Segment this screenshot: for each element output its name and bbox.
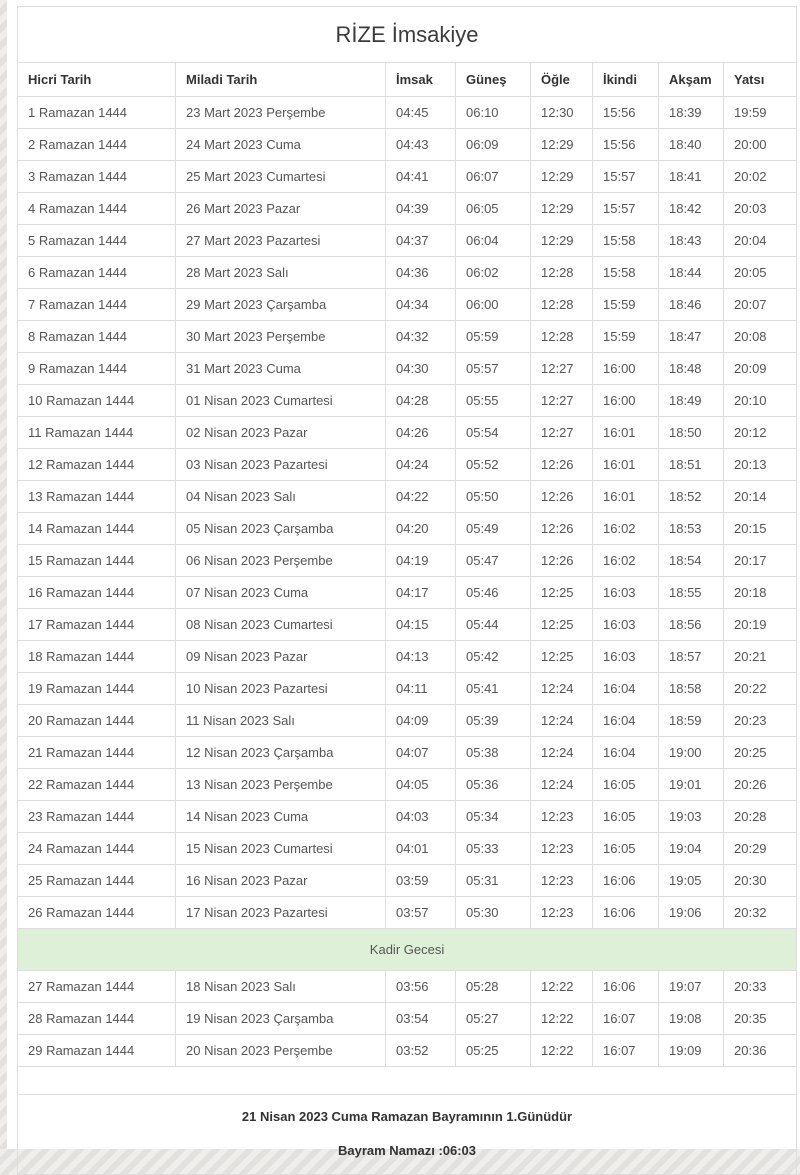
table-cell: 25 Mart 2023 Cumartesi xyxy=(176,161,386,193)
table-cell: 12:27 xyxy=(531,353,593,385)
table-footer-row xyxy=(18,1095,797,1175)
table-cell: 16:05 xyxy=(593,801,659,833)
table-cell: 12:29 xyxy=(531,161,593,193)
table-cell: 20:08 xyxy=(724,321,797,353)
table-cell: 20:35 xyxy=(724,1003,797,1035)
table-cell: 05:36 xyxy=(456,769,531,801)
kadir-gecesi-row xyxy=(18,929,797,971)
table-cell: 16 Nisan 2023 Pazar xyxy=(176,865,386,897)
table-cell: 12:28 xyxy=(531,289,593,321)
content-panel xyxy=(7,0,800,1158)
kadir-gecesi-label: Kadir Gecesi xyxy=(18,929,797,971)
table-cell: 5 Ramazan 1444 xyxy=(18,225,176,257)
table-cell: 18:42 xyxy=(659,193,724,225)
table-cell: 19:06 xyxy=(659,897,724,929)
table-cell: 16:04 xyxy=(593,737,659,769)
table-cell: 15:57 xyxy=(593,193,659,225)
table-cell: 24 Mart 2023 Cuma xyxy=(176,129,386,161)
table-row xyxy=(18,545,797,577)
table-cell: 20:36 xyxy=(724,1035,797,1067)
table-cell: 12:26 xyxy=(531,449,593,481)
table-cell: 2 Ramazan 1444 xyxy=(18,129,176,161)
table-cell: 12:25 xyxy=(531,641,593,673)
table-cell: 20:32 xyxy=(724,897,797,929)
table-cell: 18:48 xyxy=(659,353,724,385)
table-cell: 06:04 xyxy=(456,225,531,257)
table-cell: 05:44 xyxy=(456,609,531,641)
table-cell: 04:17 xyxy=(386,577,456,609)
table-cell: 19:00 xyxy=(659,737,724,769)
table-cell: 06:00 xyxy=(456,289,531,321)
table-row xyxy=(18,641,797,673)
table-cell: 05:46 xyxy=(456,577,531,609)
table-cell: 30 Mart 2023 Perşembe xyxy=(176,321,386,353)
table-row xyxy=(18,289,797,321)
table-cell: 20 Ramazan 1444 xyxy=(18,705,176,737)
table-cell: 16:03 xyxy=(593,577,659,609)
table-cell: 24 Ramazan 1444 xyxy=(18,833,176,865)
table-cell: 1 Ramazan 1444 xyxy=(18,97,176,129)
table-cell: 7 Ramazan 1444 xyxy=(18,289,176,321)
table-cell: 05:28 xyxy=(456,971,531,1003)
table-cell: 17 Nisan 2023 Pazartesi xyxy=(176,897,386,929)
table-cell: 11 Ramazan 1444 xyxy=(18,417,176,449)
table-cell: 20:19 xyxy=(724,609,797,641)
column-header-0: Hicri Tarih xyxy=(18,63,176,97)
table-cell: 18:58 xyxy=(659,673,724,705)
table-cell: 20:12 xyxy=(724,417,797,449)
table-row xyxy=(18,481,797,513)
table-cell: 04:05 xyxy=(386,769,456,801)
table-cell: 04:41 xyxy=(386,161,456,193)
table-cell: 15:57 xyxy=(593,161,659,193)
table-cell: 27 Ramazan 1444 xyxy=(18,971,176,1003)
table-cell: 20:18 xyxy=(724,577,797,609)
table-cell: 16:05 xyxy=(593,833,659,865)
table-row xyxy=(18,833,797,865)
table-cell: 19:04 xyxy=(659,833,724,865)
table-cell: 12:30 xyxy=(531,97,593,129)
table-row xyxy=(18,417,797,449)
table-cell: 05 Nisan 2023 Çarşamba xyxy=(176,513,386,545)
table-row xyxy=(18,385,797,417)
bayram-day-note: 21 Nisan 2023 Cuma Ramazan Bayramının 1.Günüdür xyxy=(241,1109,573,1124)
table-cell: 18:50 xyxy=(659,417,724,449)
table-cell: 05:55 xyxy=(456,385,531,417)
table-cell: 04:43 xyxy=(386,129,456,161)
table-cell: 04:24 xyxy=(386,449,456,481)
table-cell: 05:34 xyxy=(456,801,531,833)
table-cell: 04:39 xyxy=(386,193,456,225)
table-cell: 16:06 xyxy=(593,971,659,1003)
table-cell: 12:26 xyxy=(531,481,593,513)
table-cell: 12:24 xyxy=(531,769,593,801)
table-row xyxy=(18,577,797,609)
footer-cell xyxy=(18,1095,797,1175)
table-cell: 12:29 xyxy=(531,129,593,161)
table-cell: 12:26 xyxy=(531,513,593,545)
table-cell: 10 Nisan 2023 Pazartesi xyxy=(176,673,386,705)
table-row xyxy=(18,449,797,481)
table-row xyxy=(18,161,797,193)
table-cell: 04:45 xyxy=(386,97,456,129)
table-cell: 16:00 xyxy=(593,385,659,417)
table-cell: 18:44 xyxy=(659,257,724,289)
table-cell: 12:23 xyxy=(531,801,593,833)
table-cell: 16:00 xyxy=(593,353,659,385)
table-cell: 19:59 xyxy=(724,97,797,129)
table-row xyxy=(18,353,797,385)
table-cell: 05:57 xyxy=(456,353,531,385)
table-cell: 04:37 xyxy=(386,225,456,257)
table-cell: 18:52 xyxy=(659,481,724,513)
table-cell: 20:10 xyxy=(724,385,797,417)
table-cell: 06 Nisan 2023 Perşembe xyxy=(176,545,386,577)
table-row xyxy=(18,865,797,897)
table-row xyxy=(18,609,797,641)
table-cell: 12:29 xyxy=(531,193,593,225)
table-cell: 05:59 xyxy=(456,321,531,353)
table-cell: 12:22 xyxy=(531,1003,593,1035)
table-cell: 03:57 xyxy=(386,897,456,929)
table-cell: 11 Nisan 2023 Salı xyxy=(176,705,386,737)
table-cell: 15:56 xyxy=(593,97,659,129)
table-cell: 15:59 xyxy=(593,289,659,321)
table-cell: 04:03 xyxy=(386,801,456,833)
column-header-2: İmsak xyxy=(386,63,456,97)
table-cell: 05:52 xyxy=(456,449,531,481)
table-row xyxy=(18,971,797,1003)
table-cell: 05:27 xyxy=(456,1003,531,1035)
table-cell: 6 Ramazan 1444 xyxy=(18,257,176,289)
table-cell: 20:14 xyxy=(724,481,797,513)
table-row xyxy=(18,1003,797,1035)
table-cell: 04:32 xyxy=(386,321,456,353)
table-cell: 29 Ramazan 1444 xyxy=(18,1035,176,1067)
column-header-3: Güneş xyxy=(456,63,531,97)
table-cell: 20:02 xyxy=(724,161,797,193)
table-cell: 20:26 xyxy=(724,769,797,801)
table-cell: 20:25 xyxy=(724,737,797,769)
table-cell: 04:30 xyxy=(386,353,456,385)
spacer-row xyxy=(18,1067,797,1095)
table-cell: 01 Nisan 2023 Cumartesi xyxy=(176,385,386,417)
table-cell: 16:05 xyxy=(593,769,659,801)
table-cell: 12:27 xyxy=(531,417,593,449)
table-cell: 20:29 xyxy=(724,833,797,865)
table-cell: 19:09 xyxy=(659,1035,724,1067)
table-cell: 04:36 xyxy=(386,257,456,289)
table-cell: 20:09 xyxy=(724,353,797,385)
table-cell: 18 Nisan 2023 Salı xyxy=(176,971,386,1003)
table-cell: 06:07 xyxy=(456,161,531,193)
table-cell: 20:23 xyxy=(724,705,797,737)
column-header-6: Akşam xyxy=(659,63,724,97)
table-cell: 16:01 xyxy=(593,417,659,449)
column-header-4: Öğle xyxy=(531,63,593,97)
table-cell: 12:23 xyxy=(531,865,593,897)
table-cell: 18:49 xyxy=(659,385,724,417)
table-cell: 18:46 xyxy=(659,289,724,321)
table-cell: 12:24 xyxy=(531,673,593,705)
column-header-7: Yatsı xyxy=(724,63,797,97)
table-cell: 27 Mart 2023 Pazartesi xyxy=(176,225,386,257)
table-cell: 19 Ramazan 1444 xyxy=(18,673,176,705)
table-cell: 12:25 xyxy=(531,609,593,641)
table-cell: 09 Nisan 2023 Pazar xyxy=(176,641,386,673)
table-cell: 3 Ramazan 1444 xyxy=(18,161,176,193)
table-row xyxy=(18,801,797,833)
table-cell: 18:59 xyxy=(659,705,724,737)
table-cell: 18:56 xyxy=(659,609,724,641)
table-cell: 04:07 xyxy=(386,737,456,769)
table-cell: 20:33 xyxy=(724,971,797,1003)
table-row xyxy=(18,737,797,769)
table-row xyxy=(18,193,797,225)
table-cell: 20:17 xyxy=(724,545,797,577)
table-cell: 18:43 xyxy=(659,225,724,257)
table-cell: 18:53 xyxy=(659,513,724,545)
table-cell: 04:28 xyxy=(386,385,456,417)
table-cell: 18:41 xyxy=(659,161,724,193)
table-row xyxy=(18,513,797,545)
table-cell: 18 Ramazan 1444 xyxy=(18,641,176,673)
table-cell: 18:39 xyxy=(659,97,724,129)
table-cell: 04:15 xyxy=(386,609,456,641)
table-cell: 20:21 xyxy=(724,641,797,673)
table-cell: 05:25 xyxy=(456,1035,531,1067)
table-cell: 13 Nisan 2023 Perşembe xyxy=(176,769,386,801)
table-cell: 05:49 xyxy=(456,513,531,545)
table-cell: 13 Ramazan 1444 xyxy=(18,481,176,513)
table-cell: 05:39 xyxy=(456,705,531,737)
table-cell: 20:13 xyxy=(724,449,797,481)
table-row xyxy=(18,769,797,801)
table-cell: 17 Ramazan 1444 xyxy=(18,609,176,641)
table-cell: 16:06 xyxy=(593,865,659,897)
table-cell: 05:47 xyxy=(456,545,531,577)
table-row xyxy=(18,673,797,705)
table-cell: 16:07 xyxy=(593,1003,659,1035)
table-cell: 05:30 xyxy=(456,897,531,929)
table-cell: 03:59 xyxy=(386,865,456,897)
table-cell: 20:03 xyxy=(724,193,797,225)
table-cell: 12:26 xyxy=(531,545,593,577)
table-cell: 03 Nisan 2023 Pazartesi xyxy=(176,449,386,481)
table-cell: 12:25 xyxy=(531,577,593,609)
table-cell: 9 Ramazan 1444 xyxy=(18,353,176,385)
table-cell: 04:13 xyxy=(386,641,456,673)
table-cell: 12:22 xyxy=(531,1035,593,1067)
table-cell: 16:02 xyxy=(593,513,659,545)
table-cell: 15:56 xyxy=(593,129,659,161)
column-header-1: Miladi Tarih xyxy=(176,63,386,97)
table-cell: 18:55 xyxy=(659,577,724,609)
table-cell: 19 Nisan 2023 Çarşamba xyxy=(176,1003,386,1035)
table-cell: 04:34 xyxy=(386,289,456,321)
table-cell: 20:00 xyxy=(724,129,797,161)
table-row xyxy=(18,321,797,353)
table-cell: 16:06 xyxy=(593,897,659,929)
table-cell: 12:22 xyxy=(531,971,593,1003)
table-cell: 20 Nisan 2023 Perşembe xyxy=(176,1035,386,1067)
table-cell: 16:04 xyxy=(593,705,659,737)
table-cell: 04 Nisan 2023 Salı xyxy=(176,481,386,513)
table-cell: 19:03 xyxy=(659,801,724,833)
table-cell: 19:05 xyxy=(659,865,724,897)
table-cell: 05:31 xyxy=(456,865,531,897)
table-cell: 18:47 xyxy=(659,321,724,353)
table-cell: 06:05 xyxy=(456,193,531,225)
table-cell: 05:41 xyxy=(456,673,531,705)
bayram-prayer-time: Bayram Namazı :06:03 xyxy=(338,1143,477,1158)
table-cell: 16 Ramazan 1444 xyxy=(18,577,176,609)
table-cell: 23 Ramazan 1444 xyxy=(18,801,176,833)
table-cell: 18:54 xyxy=(659,545,724,577)
table-cell: 20:15 xyxy=(724,513,797,545)
table-cell: 15 Ramazan 1444 xyxy=(18,545,176,577)
table-row xyxy=(18,1035,797,1067)
table-cell: 04:26 xyxy=(386,417,456,449)
table-cell: 14 Ramazan 1444 xyxy=(18,513,176,545)
table-cell: 12:23 xyxy=(531,897,593,929)
table-cell: 06:09 xyxy=(456,129,531,161)
table-cell: 07 Nisan 2023 Cuma xyxy=(176,577,386,609)
table-cell: 18:51 xyxy=(659,449,724,481)
table-cell: 20:04 xyxy=(724,225,797,257)
page-title: RİZE İmsakiye xyxy=(18,7,797,63)
table-cell: 04:11 xyxy=(386,673,456,705)
table-cell: 18:40 xyxy=(659,129,724,161)
spacer-cell xyxy=(18,1067,797,1095)
table-cell: 16:02 xyxy=(593,545,659,577)
table-row xyxy=(18,97,797,129)
table-row xyxy=(18,705,797,737)
table-cell: 03:56 xyxy=(386,971,456,1003)
table-cell: 02 Nisan 2023 Pazar xyxy=(176,417,386,449)
table-cell: 12:23 xyxy=(531,833,593,865)
table-cell: 20:07 xyxy=(724,289,797,321)
table-row xyxy=(18,897,797,929)
table-cell: 12:27 xyxy=(531,385,593,417)
imsakiye-table xyxy=(17,6,797,1175)
table-title-row xyxy=(18,7,797,63)
table-cell: 31 Mart 2023 Cuma xyxy=(176,353,386,385)
table-cell: 25 Ramazan 1444 xyxy=(18,865,176,897)
table-cell: 19:01 xyxy=(659,769,724,801)
table-cell: 03:52 xyxy=(386,1035,456,1067)
table-cell: 16:01 xyxy=(593,449,659,481)
table-cell: 12:28 xyxy=(531,321,593,353)
table-cell: 23 Mart 2023 Perşembe xyxy=(176,97,386,129)
table-cell: 20:28 xyxy=(724,801,797,833)
table-cell: 12:28 xyxy=(531,257,593,289)
table-cell: 16:04 xyxy=(593,673,659,705)
table-cell: 15:59 xyxy=(593,321,659,353)
table-cell: 15:58 xyxy=(593,225,659,257)
table-cell: 12:24 xyxy=(531,705,593,737)
table-cell: 14 Nisan 2023 Cuma xyxy=(176,801,386,833)
table-cell: 04:20 xyxy=(386,513,456,545)
table-cell: 16:07 xyxy=(593,1035,659,1067)
table-cell: 15 Nisan 2023 Cumartesi xyxy=(176,833,386,865)
table-header-row xyxy=(18,63,797,97)
column-header-5: İkindi xyxy=(593,63,659,97)
table-cell: 05:54 xyxy=(456,417,531,449)
table-cell: 08 Nisan 2023 Cumartesi xyxy=(176,609,386,641)
table-cell: 06:02 xyxy=(456,257,531,289)
table-cell: 05:42 xyxy=(456,641,531,673)
table-cell: 26 Ramazan 1444 xyxy=(18,897,176,929)
table-cell: 19:08 xyxy=(659,1003,724,1035)
table-row xyxy=(18,225,797,257)
table-cell: 12 Nisan 2023 Çarşamba xyxy=(176,737,386,769)
table-cell: 04:19 xyxy=(386,545,456,577)
table-cell: 10 Ramazan 1444 xyxy=(18,385,176,417)
table-cell: 16:03 xyxy=(593,641,659,673)
table-cell: 16:03 xyxy=(593,609,659,641)
table-cell: 12 Ramazan 1444 xyxy=(18,449,176,481)
table-cell: 28 Mart 2023 Salı xyxy=(176,257,386,289)
table-row xyxy=(18,129,797,161)
table-cell: 19:07 xyxy=(659,971,724,1003)
table-row xyxy=(18,257,797,289)
table-cell: 06:10 xyxy=(456,97,531,129)
table-cell: 03:54 xyxy=(386,1003,456,1035)
table-cell: 05:38 xyxy=(456,737,531,769)
table-cell: 28 Ramazan 1444 xyxy=(18,1003,176,1035)
table-cell: 21 Ramazan 1444 xyxy=(18,737,176,769)
table-cell: 22 Ramazan 1444 xyxy=(18,769,176,801)
table-cell: 20:05 xyxy=(724,257,797,289)
table-cell: 26 Mart 2023 Pazar xyxy=(176,193,386,225)
table-cell: 04:22 xyxy=(386,481,456,513)
table-cell: 16:01 xyxy=(593,481,659,513)
table-cell: 04:09 xyxy=(386,705,456,737)
table-cell: 05:33 xyxy=(456,833,531,865)
table-cell: 8 Ramazan 1444 xyxy=(18,321,176,353)
table-cell: 15:58 xyxy=(593,257,659,289)
table-cell: 4 Ramazan 1444 xyxy=(18,193,176,225)
table-cell: 12:24 xyxy=(531,737,593,769)
table-cell: 20:30 xyxy=(724,865,797,897)
table-cell: 04:01 xyxy=(386,833,456,865)
table-cell: 18:57 xyxy=(659,641,724,673)
table-cell: 05:50 xyxy=(456,481,531,513)
table-cell: 20:22 xyxy=(724,673,797,705)
table-cell: 12:29 xyxy=(531,225,593,257)
table-cell: 29 Mart 2023 Çarşamba xyxy=(176,289,386,321)
